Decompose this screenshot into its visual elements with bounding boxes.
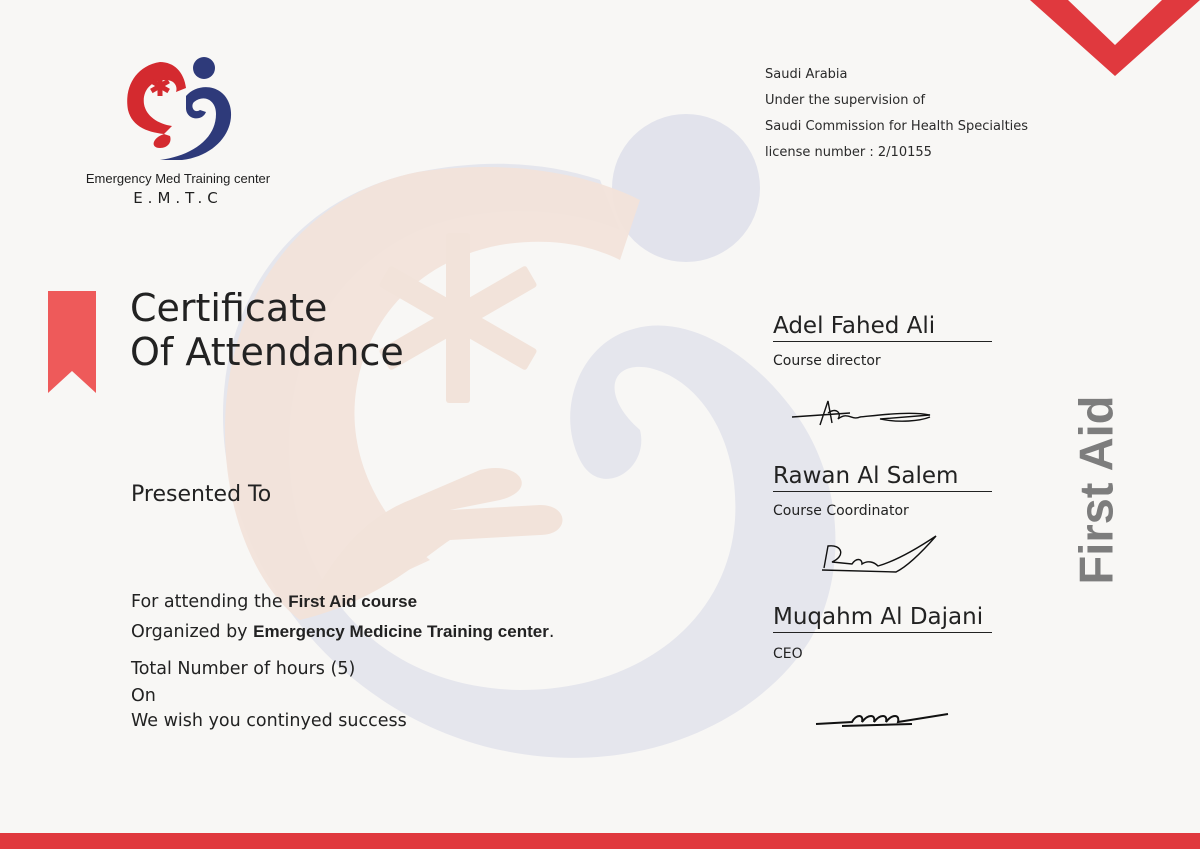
title-line-1: Certificate: [130, 286, 328, 330]
authority-line-license: license number : 2/10155: [765, 145, 932, 160]
signature-coordinator: [812, 532, 942, 580]
course-name: First Aid course: [288, 592, 418, 611]
signature-ceo: [812, 702, 952, 732]
certificate-title: [130, 286, 404, 374]
corner-chevron: [1030, 0, 1200, 80]
organization-abbreviation: E.M.T.C: [133, 189, 223, 207]
authority-line-commission: Saudi Commission for Health Specialties: [765, 119, 1029, 134]
organization-name: Emergency Med Training center: [85, 171, 271, 186]
signatory-name-coordinator: Rawan Al Salem: [773, 463, 992, 492]
organizer-name: Emergency Medicine Training center: [253, 622, 549, 641]
authority-line-country: Saudi Arabia: [765, 67, 848, 82]
bookmark-ribbon-icon: [48, 291, 96, 393]
organized-suffix: .: [548, 622, 555, 642]
emtc-logo: [120, 52, 240, 164]
signatory-role-coordinator: Course Coordinator: [773, 503, 909, 519]
attending-prefix: For attending the: [131, 592, 289, 612]
bottom-accent-bar: [0, 833, 1200, 849]
attending-line: [131, 592, 417, 612]
signature-director: [790, 393, 935, 431]
organized-line: [131, 622, 554, 642]
title-line-2: Of Attendance: [130, 330, 404, 374]
wish-line: We wish you continyed success: [131, 711, 407, 731]
date-label: On: [131, 686, 156, 706]
presented-to-label: Presented To: [131, 482, 272, 507]
signatory-name-ceo: Muqahm Al Dajani: [773, 604, 992, 633]
signatory-role-ceo: CEO: [773, 646, 803, 662]
signatory-name-director: Adel Fahed Ali: [773, 313, 992, 342]
authority-line-supervision: Under the supervision of: [765, 93, 926, 108]
signatory-role-director: Course director: [773, 353, 881, 369]
organized-prefix: Organized by: [131, 622, 254, 642]
course-side-label: First Aid: [1069, 395, 1123, 585]
hours-line: Total Number of hours (5): [131, 659, 356, 679]
